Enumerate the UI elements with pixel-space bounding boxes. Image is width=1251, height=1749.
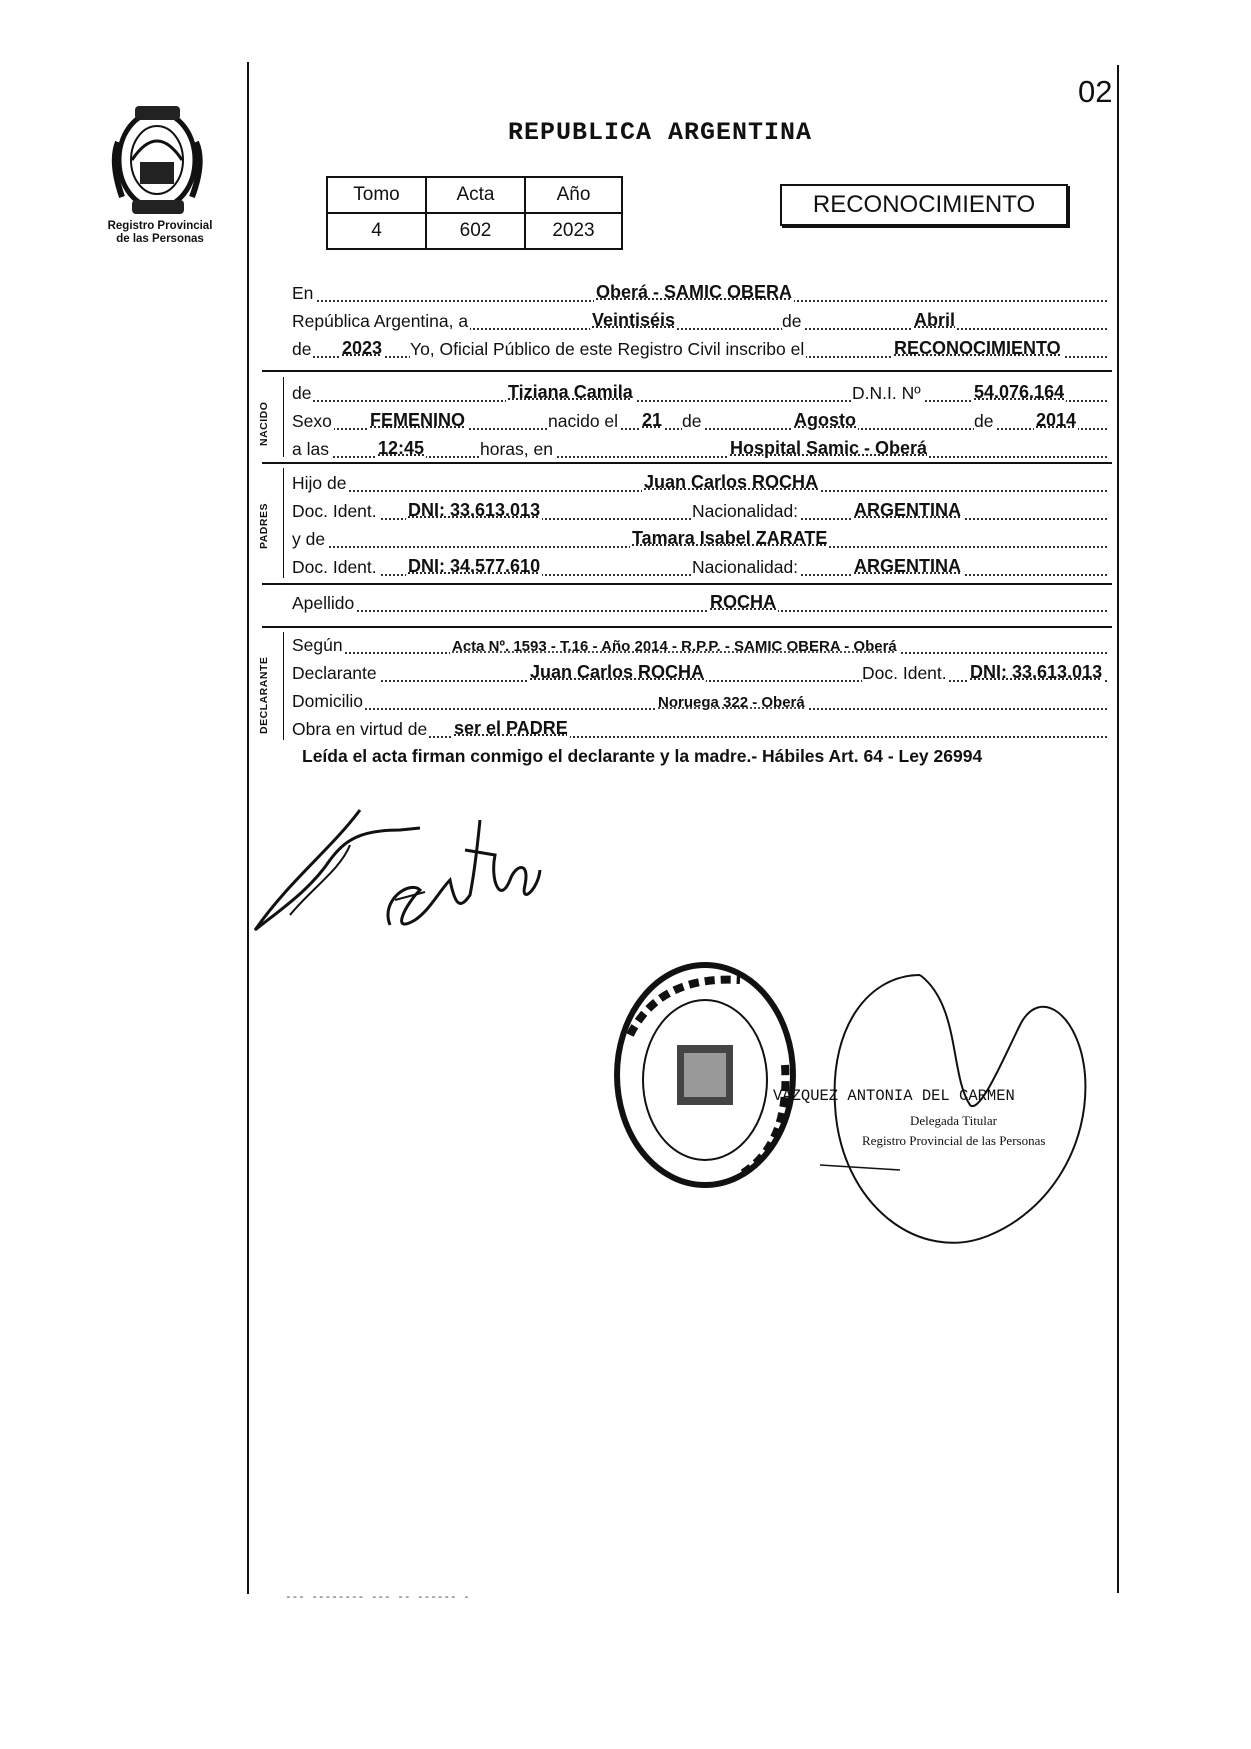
label-hijo: Hijo de <box>292 473 347 493</box>
value-sexo: FEMENINO <box>370 410 466 430</box>
value-lugar: Oberá - SAMIC OBERA <box>596 282 793 302</box>
logo-caption: Registro Provincial de las Personas <box>107 220 213 245</box>
value-lugar-nac: Hospital Samic - Oberá <box>730 438 928 458</box>
label-padres-section: PADRES <box>258 503 270 549</box>
official-name: VÁZQUEZ ANTONIA DEL CARMEN <box>773 1087 1015 1105</box>
value-acta: 602 <box>426 213 525 249</box>
value-declarante: Juan Carlos ROCHA <box>530 662 705 682</box>
label-doc-padre: Doc. Ident. <box>292 501 377 521</box>
label-de2: de <box>292 339 312 359</box>
label-sexo: Sexo <box>292 411 332 431</box>
label-doc-madre: Doc. Ident. <box>292 557 377 577</box>
official-role: Delegada Titular <box>910 1113 998 1128</box>
label-nacido-section: NACIDO <box>258 401 270 446</box>
label-obra: Obra en virtud de <box>292 719 428 739</box>
value-acto: RECONOCIMIENTO <box>894 338 1061 358</box>
value-dia: Veintiséis <box>592 310 676 330</box>
value-nac-dia: 21 <box>642 410 663 430</box>
value-nacionalidad-padre: ARGENTINA <box>854 500 961 520</box>
document-title: REPUBLICA ARGENTINA <box>508 118 813 147</box>
row-segun <box>292 632 1107 658</box>
label-segun: Según <box>292 635 343 655</box>
label-dni: D.N.I. Nº <box>852 383 921 403</box>
left-margin-rule <box>247 62 249 1594</box>
label-republica: República Argentina, a <box>292 311 469 331</box>
section-divider <box>262 626 1112 628</box>
label-y-de: y de <box>292 529 326 549</box>
value-mes: Abril <box>914 310 956 330</box>
row-hora <box>292 436 1107 462</box>
page-number: 02 <box>1078 74 1113 109</box>
label-en: En <box>292 283 314 303</box>
header-tomo: Tomo <box>327 177 426 213</box>
value-nombre: Tiziana Camila <box>508 382 633 402</box>
label-declarante: Declarante <box>292 663 377 683</box>
value-apellido: ROCHA <box>710 592 776 612</box>
value-segun: Acta Nº. 1593 - T.16 - Año 2014 - R.P.P. - SAMIC OBERA - Oberá <box>452 638 897 655</box>
padres-bracket <box>283 468 284 578</box>
value-madre: Tamara Isabel ZARATE <box>632 528 828 548</box>
value-domicilio: Noruega 322 - Oberá <box>658 694 805 711</box>
value-hora: 12:45 <box>378 438 425 458</box>
value-obra: ser el PADRE <box>454 718 568 738</box>
declarante-bracket <box>283 632 284 740</box>
row-nombre <box>292 380 1107 406</box>
nacido-bracket <box>283 377 284 457</box>
value-tomo: 4 <box>327 213 426 249</box>
row-doc-padre <box>292 498 1107 524</box>
label-apellido: Apellido <box>292 593 355 613</box>
official-office: Registro Provincial de las Personas <box>862 1133 1046 1148</box>
value-anio: 2023 <box>525 213 622 249</box>
row-hijo <box>292 470 1107 496</box>
row-declarante <box>292 660 1107 686</box>
label-hora: a las <box>292 439 329 459</box>
section-divider <box>262 462 1112 464</box>
closing-statement: Leída el acta firman conmigo el declarante y la madre.- Hábiles Art. 64 - Ley 26994 <box>302 746 983 766</box>
value-anio: 2023 <box>342 338 383 358</box>
label-declarante-section: DECLARANTE <box>258 656 270 734</box>
value-dni: 54.076.164 <box>974 382 1065 402</box>
row-en <box>292 280 1107 306</box>
header-anio: Año <box>525 177 622 213</box>
row-republica <box>292 308 1107 334</box>
label-nac-de2: de <box>974 411 994 431</box>
label-horas-en: horas, en <box>480 439 553 459</box>
label-doc-declarante: Doc. Ident. <box>862 663 947 683</box>
label-nacionalidad-madre: Nacionalidad: <box>692 557 799 577</box>
row-domicilio <box>292 688 1107 714</box>
registry-table <box>326 176 623 250</box>
value-nac-anio: 2014 <box>1036 410 1077 430</box>
section-divider <box>262 583 1112 585</box>
label-de: de <box>782 311 802 331</box>
right-margin-rule <box>1117 65 1119 1593</box>
row-apellido <box>292 590 1107 616</box>
footer-code: --- -------- --- -- ------ - <box>285 1592 470 1604</box>
act-type-box: RECONOCIMIENTO <box>780 184 1068 226</box>
section-divider <box>262 370 1112 372</box>
label-nac-de: de <box>682 411 702 431</box>
row-sexo <box>292 408 1107 434</box>
value-doc-padre: DNI: 33.613.013 <box>408 500 541 520</box>
header-acta: Acta <box>426 177 525 213</box>
value-doc-declarante: DNI: 33.613.013 <box>970 662 1103 682</box>
value-nac-mes: Agosto <box>794 410 856 430</box>
row-obra <box>292 716 1107 742</box>
row-inscribo <box>292 336 1107 362</box>
row-doc-madre <box>292 554 1107 580</box>
label-inscribo: Yo, Oficial Público de este Registro Civil inscribo el <box>410 339 805 359</box>
label-domicilio: Domicilio <box>292 691 363 711</box>
label-nacido-el: nacido el <box>548 411 619 431</box>
row-madre <box>292 526 1107 552</box>
signature-madre <box>370 810 550 950</box>
value-padre: Juan Carlos ROCHA <box>644 472 819 492</box>
value-doc-madre: DNI: 34.577.610 <box>408 556 541 576</box>
label-nacionalidad-padre: Nacionalidad: <box>692 501 799 521</box>
value-nacionalidad-madre: ARGENTINA <box>854 556 961 576</box>
coat-of-arms-logo <box>110 102 205 220</box>
label-nombre: de <box>292 383 312 403</box>
